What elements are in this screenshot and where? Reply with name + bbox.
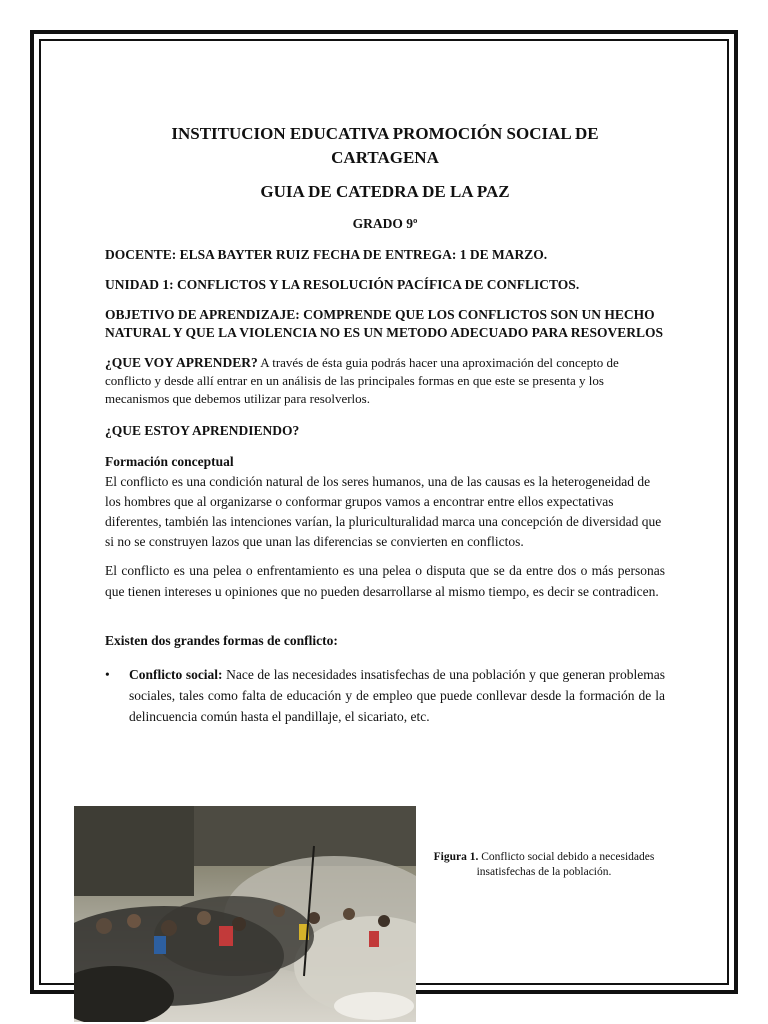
figure-caption-text: Conflicto social debido a necesidades insatisfechas de la población. bbox=[476, 851, 655, 878]
unit-line: UNIDAD 1: CONFLICTOS Y LA RESOLUCIÓN PACÍFICA DE CONFLICTOS. bbox=[105, 276, 580, 292]
teacher-line: DOCENTE: ELSA BAYTER RUIZ FECHA DE ENTREGA: 1 DE MARZO. bbox=[105, 246, 548, 262]
list-item bbox=[105, 664, 665, 727]
what-will-i-learn-label: ¿QUE VOY APRENDER? bbox=[105, 354, 258, 370]
conflict-forms-heading: Existen dos grandes formas de conflicto: bbox=[105, 632, 338, 648]
grade-label: GRADO 9º bbox=[352, 216, 418, 231]
conceptual-formation bbox=[105, 452, 665, 552]
conflict-definition: El conflicto es una pelea o enfrentamiento es una pelea o disputa que se da entre dos o más personas que tienen intereses u opiniones que no pueden desarrollarse al mismo tiempo, es decir se contradicen. bbox=[105, 562, 665, 599]
protest-photo bbox=[74, 806, 416, 1022]
crowd-illustration bbox=[74, 806, 416, 1022]
list-item-label: Conflicto social: bbox=[129, 666, 223, 682]
document-body bbox=[105, 122, 665, 727]
figure-label: Figura 1. bbox=[433, 851, 479, 863]
title-line-2: CARTAGENA bbox=[331, 148, 439, 167]
what-will-i-learn-text: A través de ésta guia podrás hacer una aproximación del concepto de conflicto y desde allí entrar en un análisis de las principales formas en que este se presenta y los mecanismos que debemos utilizar para resolverlos. bbox=[105, 354, 619, 406]
conceptual-formation-text: El conflicto es una condición natural de los seres humanos, una de las causas es la heterogeneidad de los hombres que al organizarse o conformar grupos vamos a encontrar entre ellos expectativas diferentes, también las intenciones varían, la pluriculturalidad marca una concepción de diversidad que si no se construyen lazos que unan las diferencias se convierten en conflictos. bbox=[105, 473, 662, 549]
figure-caption bbox=[432, 850, 656, 880]
guide-title: GUIA DE CATEDRA DE LA PAZ bbox=[260, 182, 510, 201]
title-line-1: INSTITUCION EDUCATIVA PROMOCIÓN SOCIAL DE bbox=[171, 124, 599, 143]
bullet-icon: • bbox=[105, 666, 110, 682]
what-will-i-learn bbox=[105, 354, 665, 408]
conceptual-formation-heading: Formación conceptual bbox=[105, 453, 234, 469]
institution-title bbox=[105, 122, 665, 170]
list-item-text: Nace de las necesidades insatisfechas de una población y que generan problemas sociales, tales como falta de educación y de empleo que puede conllevar desde la formación de la delincuencia común hasta el pandillaje, el sicariato, etc. bbox=[129, 666, 665, 724]
objective-line: OBJETIVO DE APRENDIZAJE: COMPRENDE QUE LOS CONFLICTOS SON UN HECHO NATURAL Y QUE LA VIOLENCIA NO ES UN METODO ADECUADO PARA RESOVERLOS bbox=[105, 306, 663, 340]
what-am-i-learning-heading: ¿QUE ESTOY APRENDIENDO? bbox=[105, 422, 300, 438]
